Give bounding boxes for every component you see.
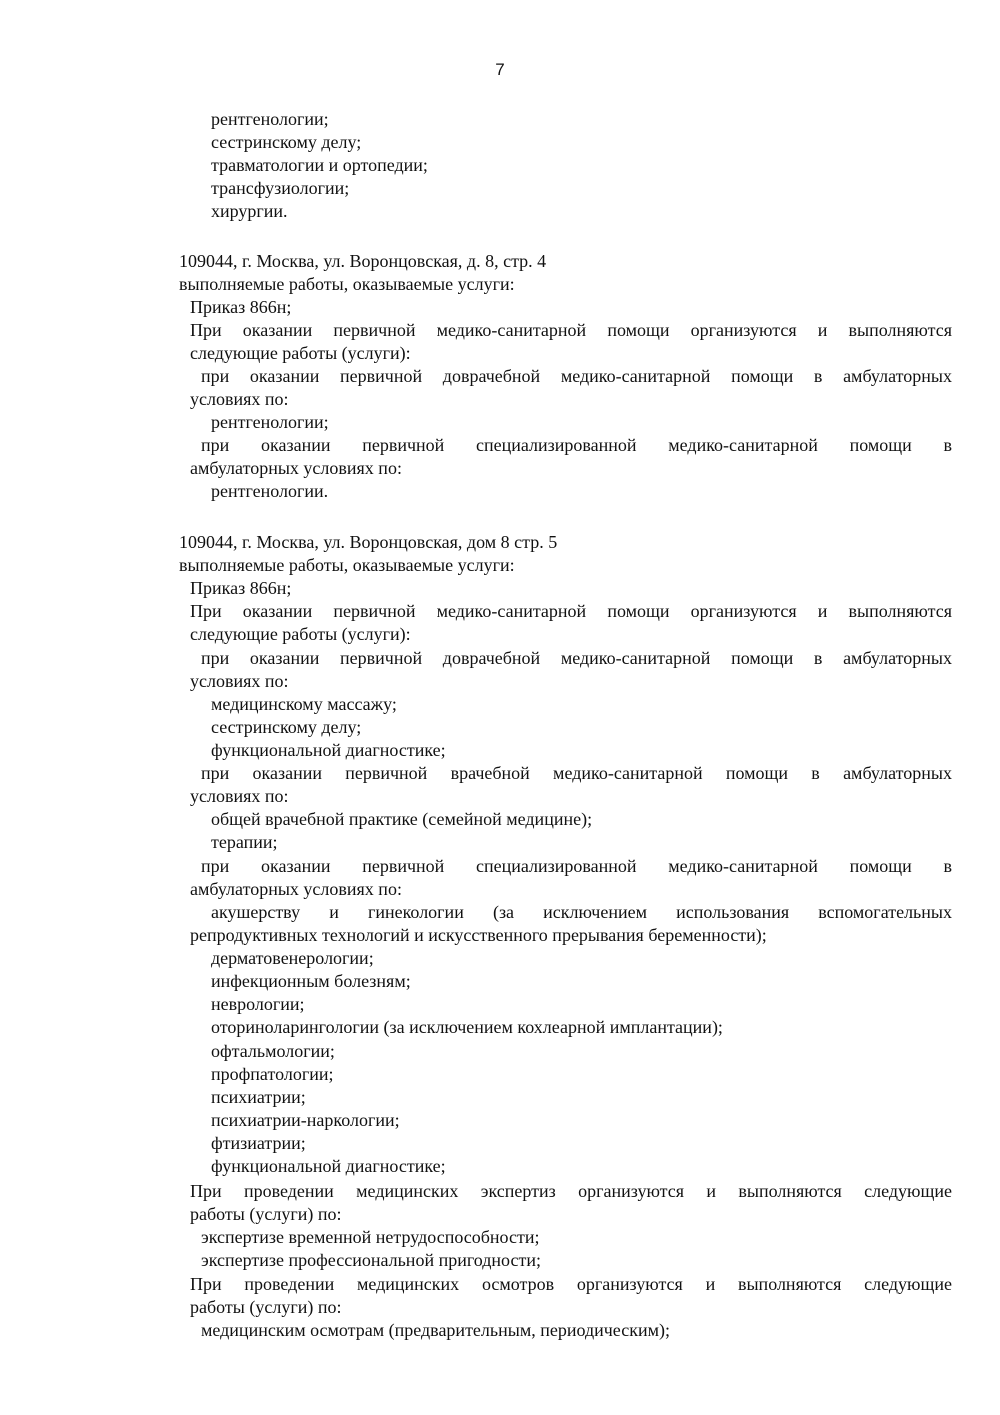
list-item: трансфузиологии; (211, 178, 350, 198)
section1-paragraph: условиях по: (190, 389, 289, 409)
section2-paragraph: При проведении медицинских осмотров организуются и выполняются следующие (190, 1274, 952, 1294)
list-item: рентгенологии. (211, 481, 329, 501)
list-item: оториноларингологии (за исключением кохлеарной имплантации); (211, 1017, 723, 1037)
section1-paragraph: При оказании первичной медико-санитарной помощи организуются и выполняются (190, 320, 952, 340)
list-item: травматологии и ортопедии; (211, 155, 428, 175)
list-item: сестринскому делу; (211, 717, 362, 737)
section2-paragraph: при оказании первичной доврачебной медико-санитарной помощи в амбулаторных (201, 648, 952, 668)
list-item: рентгенологии; (211, 412, 329, 432)
section2-paragraph: акушерству и гинекологии (за исключением использования вспомогательных (211, 902, 952, 922)
section1-works-label: выполняемые работы, оказываемые услуги: (179, 274, 515, 294)
section2-paragraph: следующие работы (услуги): (190, 624, 411, 644)
section2-works-label: выполняемые работы, оказываемые услуги: (179, 555, 515, 575)
list-item: функциональной диагностике; (211, 740, 446, 760)
list-item: инфекционным болезням; (211, 971, 411, 991)
section1-order: Приказ 866н; (190, 297, 292, 317)
section1-paragraph: следующие работы (услуги): (190, 343, 411, 363)
section1-paragraph: при оказании первичной специализированной медико-санитарной помощи в (201, 435, 952, 455)
list-item: фтизиатрии; (211, 1133, 306, 1153)
list-item: дерматовенерологии; (211, 948, 374, 968)
section2-paragraph: работы (услуги) по: (190, 1297, 342, 1317)
section2-paragraph: условиях по: (190, 671, 289, 691)
list-item: медицинскому массажу; (211, 694, 397, 714)
list-item: функциональной диагностике; (211, 1156, 446, 1176)
list-item: профпатологии; (211, 1064, 334, 1084)
section2-paragraph: При оказании первичной медико-санитарной помощи организуются и выполняются (190, 601, 952, 621)
section2-paragraph: При проведении медицинских экспертиз организуются и выполняются следующие (190, 1181, 952, 1201)
section2-paragraph: работы (услуги) по: (190, 1204, 342, 1224)
list-item: экспертизе временной нетрудоспособности; (201, 1227, 540, 1247)
section2-address: 109044, г. Москва, ул. Воронцовская, дом 8 стр. 5 (179, 532, 558, 552)
list-item: терапии; (211, 832, 278, 852)
list-item: хирургии. (211, 201, 288, 221)
section2-paragraph: репродуктивных технологий и искусственного прерывания беременности); (190, 925, 767, 945)
list-item: психиатрии-наркологии; (211, 1110, 400, 1130)
list-item: медицинским осмотрам (предварительным, периодическим); (201, 1320, 671, 1340)
section2-paragraph: при оказании первичной врачебной медико-санитарной помощи в амбулаторных (201, 763, 952, 783)
section1-address: 109044, г. Москва, ул. Воронцовская, д. 8, стр. 4 (179, 251, 547, 271)
list-item: офтальмологии; (211, 1041, 335, 1061)
section2-paragraph: амбулаторных условиях по: (190, 879, 402, 899)
list-item: неврологии; (211, 994, 305, 1014)
list-item: общей врачебной практике (семейной медицине); (211, 809, 593, 829)
list-item: рентгенологии; (211, 109, 329, 129)
section1-paragraph: амбулаторных условиях по: (190, 458, 402, 478)
list-item: экспертизе профессиональной пригодности; (201, 1250, 541, 1270)
section2-paragraph: при оказании первичной специализированной медико-санитарной помощи в (201, 856, 952, 876)
page-number: 7 (495, 60, 505, 79)
section1-paragraph: при оказании первичной доврачебной медико-санитарной помощи в амбулаторных (201, 366, 952, 386)
list-item: психиатрии; (211, 1087, 306, 1107)
section2-order: Приказ 866н; (190, 578, 292, 598)
section2-paragraph: условиях по: (190, 786, 289, 806)
list-item: сестринскому делу; (211, 132, 362, 152)
